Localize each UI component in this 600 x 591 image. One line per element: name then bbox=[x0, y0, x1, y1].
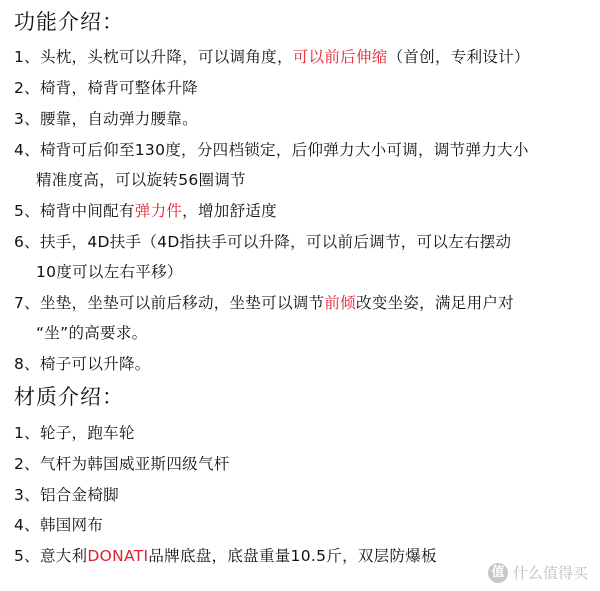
material-item-1: 1、轮子，跑车轮 bbox=[14, 424, 135, 442]
feature-1-text-a: 1、头枕，头枕可以升降，可以调角度， bbox=[14, 48, 293, 66]
feature-item-2: 2、椅背，椅背可整体升降 bbox=[14, 79, 198, 97]
material-item-4: 4、韩国网布 bbox=[14, 516, 104, 534]
feature-item-3: 3、腰靠，自动弹力腰靠。 bbox=[14, 110, 198, 128]
materials-heading: 材质介绍： bbox=[14, 385, 124, 409]
features-heading: 功能介绍： bbox=[14, 10, 124, 34]
feature-1-text-b: （首创，专利设计） bbox=[387, 48, 530, 66]
material-5-text-b: 品牌底盘，底盘重量10.5斤，双层防爆板 bbox=[148, 547, 437, 565]
feature-7-text-a: 7、坐垫，坐垫可以前后移动，坐垫可以调节 bbox=[14, 294, 325, 312]
smzdm-logo-icon: 值 bbox=[488, 563, 508, 583]
feature-item-5 bbox=[14, 200, 277, 222]
material-5-text-a: 5、意大利 bbox=[14, 547, 88, 565]
feature-5-text-a: 5、椅背中间配有 bbox=[14, 202, 135, 220]
feature-item-4: 4、椅背可后仰至130度，分四档锁定，后仰弹力大小可调，调节弹力大小 bbox=[14, 141, 529, 159]
feature-1-highlight: 可以前后伸缩 bbox=[292, 48, 388, 66]
feature-5-highlight: 弹力件 bbox=[134, 202, 183, 220]
feature-item-1 bbox=[14, 46, 530, 68]
material-item-5 bbox=[14, 545, 437, 567]
feature-item-7 bbox=[14, 292, 514, 314]
feature-5-text-b: ，增加舒适度 bbox=[182, 202, 277, 220]
material-item-2: 2、气杆为韩国威亚斯四级气杆 bbox=[14, 455, 230, 473]
feature-item-8: 8、椅子可以升降。 bbox=[14, 355, 151, 373]
feature-item-6-continued: 10度可以左右平移） bbox=[36, 263, 183, 281]
feature-item-7-continued: “坐”的高要求。 bbox=[36, 324, 148, 342]
feature-item-6: 6、扶手，4D扶手（4D指扶手可以升降，可以前后调节，可以左右摆动 bbox=[14, 233, 512, 251]
feature-7-highlight: 前倾 bbox=[324, 294, 356, 312]
watermark bbox=[488, 562, 588, 583]
material-5-highlight: DONATI bbox=[87, 547, 149, 565]
feature-item-4-continued: 精准度高，可以旋转56圈调节 bbox=[36, 171, 246, 189]
feature-7-text-b: 改变坐姿，满足用户对 bbox=[355, 294, 514, 312]
watermark-text: 什么值得买 bbox=[512, 564, 588, 582]
material-item-3: 3、铝合金椅脚 bbox=[14, 486, 119, 504]
